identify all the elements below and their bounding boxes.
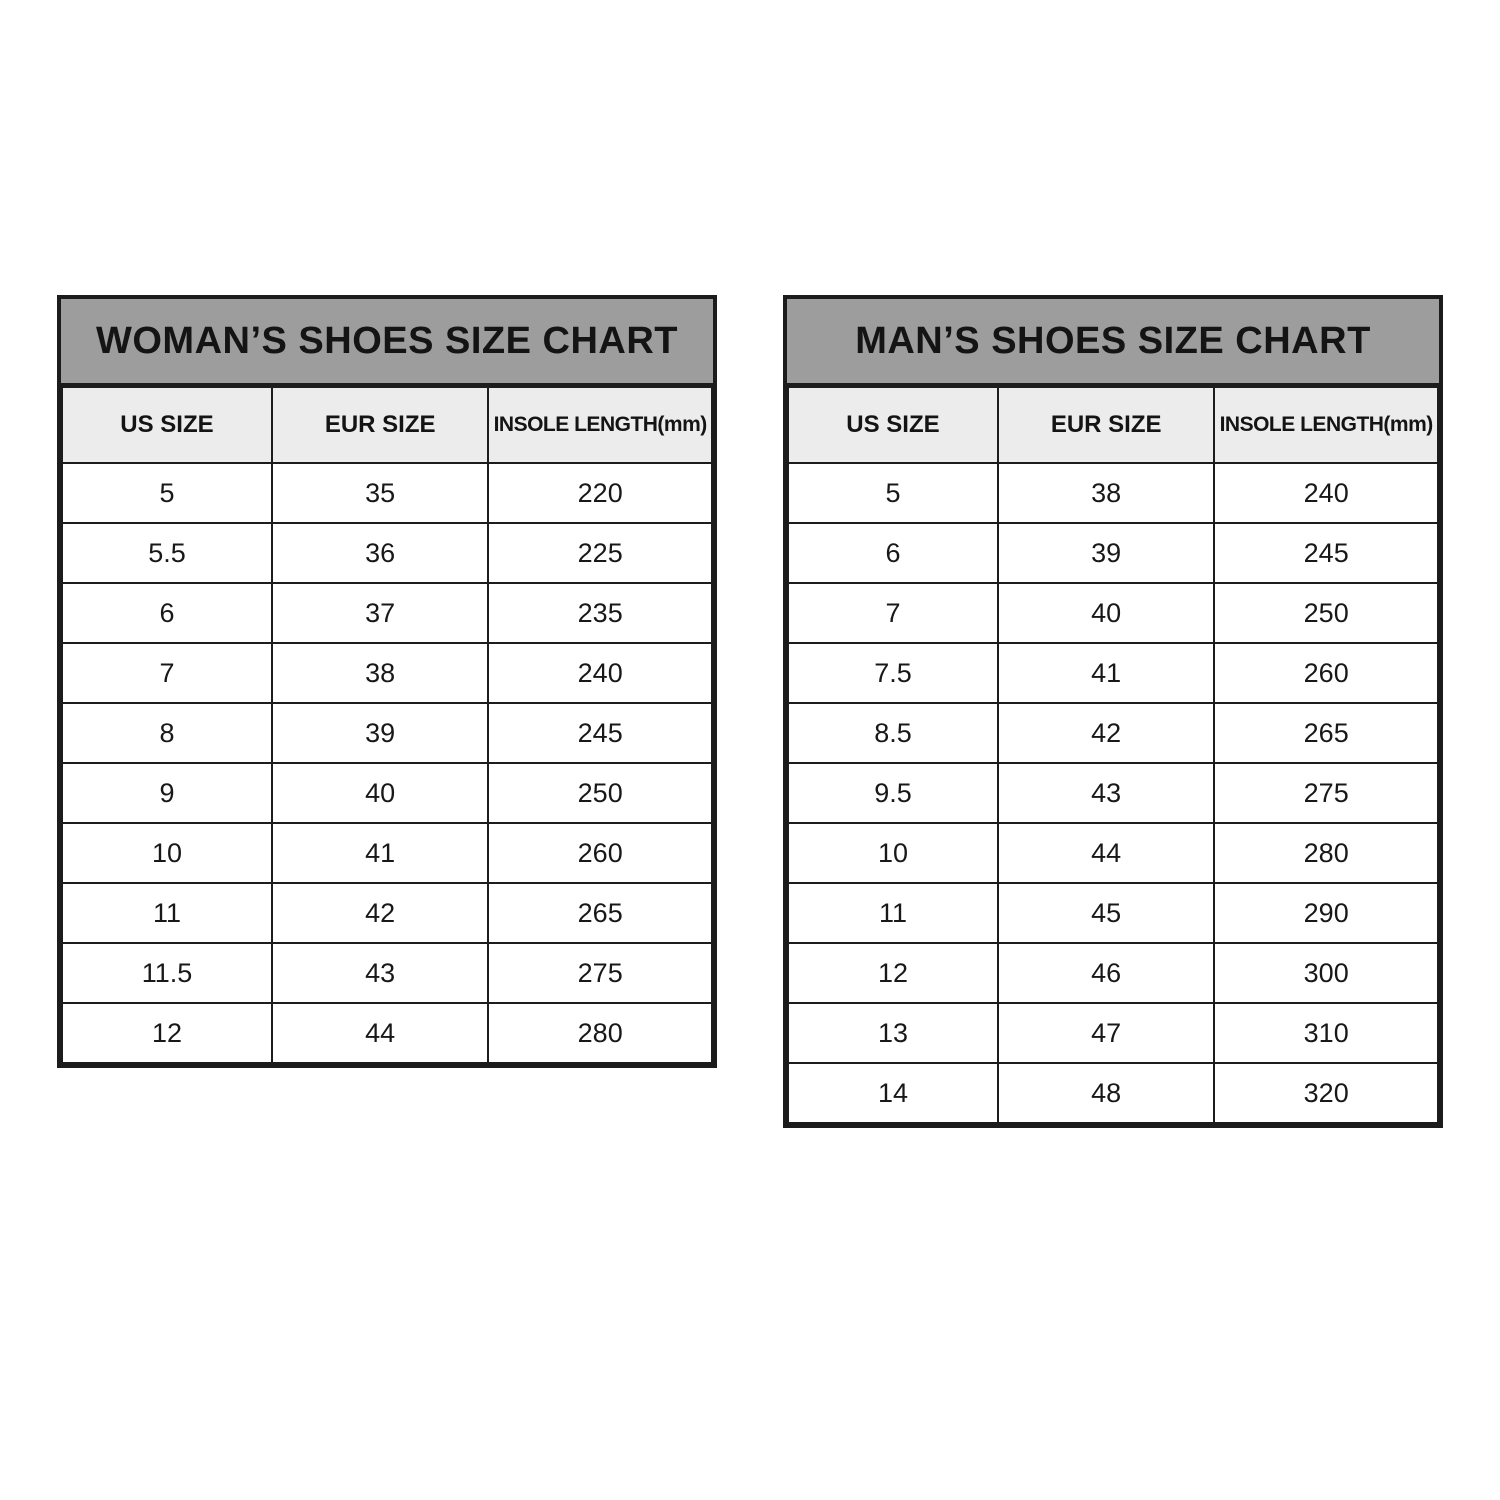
table-cell: 11.5 bbox=[62, 943, 272, 1003]
table-cell: 9.5 bbox=[788, 763, 998, 823]
header-row bbox=[62, 387, 712, 463]
table-cell: 9 bbox=[62, 763, 272, 823]
table-row bbox=[62, 643, 712, 703]
table-cell: 260 bbox=[488, 823, 712, 883]
table-cell: 240 bbox=[488, 643, 712, 703]
table-cell: 250 bbox=[1214, 583, 1438, 643]
table-cell: 5 bbox=[62, 463, 272, 523]
table-row bbox=[788, 583, 1438, 643]
table-cell: 12 bbox=[62, 1003, 272, 1063]
womans-size-table bbox=[61, 386, 713, 1064]
table-row bbox=[62, 523, 712, 583]
table-cell: 43 bbox=[998, 763, 1214, 823]
womans-chart-title: WOMAN’S SHOES SIZE CHART bbox=[61, 299, 713, 386]
table-cell: 40 bbox=[998, 583, 1214, 643]
column-header: INSOLE LENGTH(mm) bbox=[1214, 387, 1438, 463]
table-cell: 7 bbox=[788, 583, 998, 643]
womans-size-chart bbox=[57, 295, 717, 1068]
column-header: US SIZE bbox=[788, 387, 998, 463]
table-cell: 245 bbox=[488, 703, 712, 763]
table-cell: 14 bbox=[788, 1063, 998, 1123]
table-cell: 44 bbox=[272, 1003, 488, 1063]
table-cell: 6 bbox=[788, 523, 998, 583]
table-row bbox=[788, 823, 1438, 883]
column-header: EUR SIZE bbox=[998, 387, 1214, 463]
table-cell: 5.5 bbox=[62, 523, 272, 583]
womans-table-body bbox=[62, 463, 712, 1063]
table-cell: 7.5 bbox=[788, 643, 998, 703]
table-row bbox=[788, 1003, 1438, 1063]
table-row bbox=[62, 583, 712, 643]
table-cell: 13 bbox=[788, 1003, 998, 1063]
table-cell: 265 bbox=[488, 883, 712, 943]
table-cell: 42 bbox=[272, 883, 488, 943]
table-cell: 8.5 bbox=[788, 703, 998, 763]
mans-chart-title: MAN’S SHOES SIZE CHART bbox=[787, 299, 1439, 386]
mans-size-chart bbox=[783, 295, 1443, 1128]
table-cell: 43 bbox=[272, 943, 488, 1003]
table-cell: 10 bbox=[788, 823, 998, 883]
table-cell: 275 bbox=[488, 943, 712, 1003]
table-cell: 38 bbox=[998, 463, 1214, 523]
table-cell: 7 bbox=[62, 643, 272, 703]
table-cell: 12 bbox=[788, 943, 998, 1003]
column-header: US SIZE bbox=[62, 387, 272, 463]
table-cell: 11 bbox=[788, 883, 998, 943]
table-row bbox=[62, 1003, 712, 1063]
table-cell: 45 bbox=[998, 883, 1214, 943]
table-cell: 39 bbox=[998, 523, 1214, 583]
table-row bbox=[62, 463, 712, 523]
column-header: EUR SIZE bbox=[272, 387, 488, 463]
table-cell: 8 bbox=[62, 703, 272, 763]
table-cell: 42 bbox=[998, 703, 1214, 763]
table-cell: 5 bbox=[788, 463, 998, 523]
table-cell: 275 bbox=[1214, 763, 1438, 823]
table-cell: 44 bbox=[998, 823, 1214, 883]
table-cell: 245 bbox=[1214, 523, 1438, 583]
mans-size-table bbox=[787, 386, 1439, 1124]
table-cell: 300 bbox=[1214, 943, 1438, 1003]
table-cell: 48 bbox=[998, 1063, 1214, 1123]
table-cell: 10 bbox=[62, 823, 272, 883]
column-header: INSOLE LENGTH(mm) bbox=[488, 387, 712, 463]
table-row bbox=[62, 943, 712, 1003]
table-cell: 250 bbox=[488, 763, 712, 823]
table-cell: 240 bbox=[1214, 463, 1438, 523]
table-row bbox=[788, 763, 1438, 823]
table-cell: 38 bbox=[272, 643, 488, 703]
table-cell: 235 bbox=[488, 583, 712, 643]
table-cell: 260 bbox=[1214, 643, 1438, 703]
table-row bbox=[788, 643, 1438, 703]
table-cell: 225 bbox=[488, 523, 712, 583]
table-cell: 41 bbox=[272, 823, 488, 883]
table-row bbox=[788, 943, 1438, 1003]
table-cell: 6 bbox=[62, 583, 272, 643]
table-row bbox=[788, 883, 1438, 943]
table-cell: 265 bbox=[1214, 703, 1438, 763]
table-row bbox=[788, 1063, 1438, 1123]
mans-table-body bbox=[788, 463, 1438, 1123]
table-cell: 320 bbox=[1214, 1063, 1438, 1123]
table-cell: 280 bbox=[488, 1003, 712, 1063]
table-cell: 280 bbox=[1214, 823, 1438, 883]
table-cell: 290 bbox=[1214, 883, 1438, 943]
table-cell: 47 bbox=[998, 1003, 1214, 1063]
table-row bbox=[788, 523, 1438, 583]
table-cell: 35 bbox=[272, 463, 488, 523]
table-cell: 37 bbox=[272, 583, 488, 643]
table-cell: 36 bbox=[272, 523, 488, 583]
table-row bbox=[62, 823, 712, 883]
header-row bbox=[788, 387, 1438, 463]
table-row bbox=[62, 883, 712, 943]
table-cell: 220 bbox=[488, 463, 712, 523]
table-row bbox=[62, 763, 712, 823]
table-cell: 40 bbox=[272, 763, 488, 823]
table-cell: 39 bbox=[272, 703, 488, 763]
table-cell: 41 bbox=[998, 643, 1214, 703]
table-cell: 11 bbox=[62, 883, 272, 943]
table-row bbox=[62, 703, 712, 763]
table-row bbox=[788, 463, 1438, 523]
table-cell: 46 bbox=[998, 943, 1214, 1003]
table-cell: 310 bbox=[1214, 1003, 1438, 1063]
table-row bbox=[788, 703, 1438, 763]
